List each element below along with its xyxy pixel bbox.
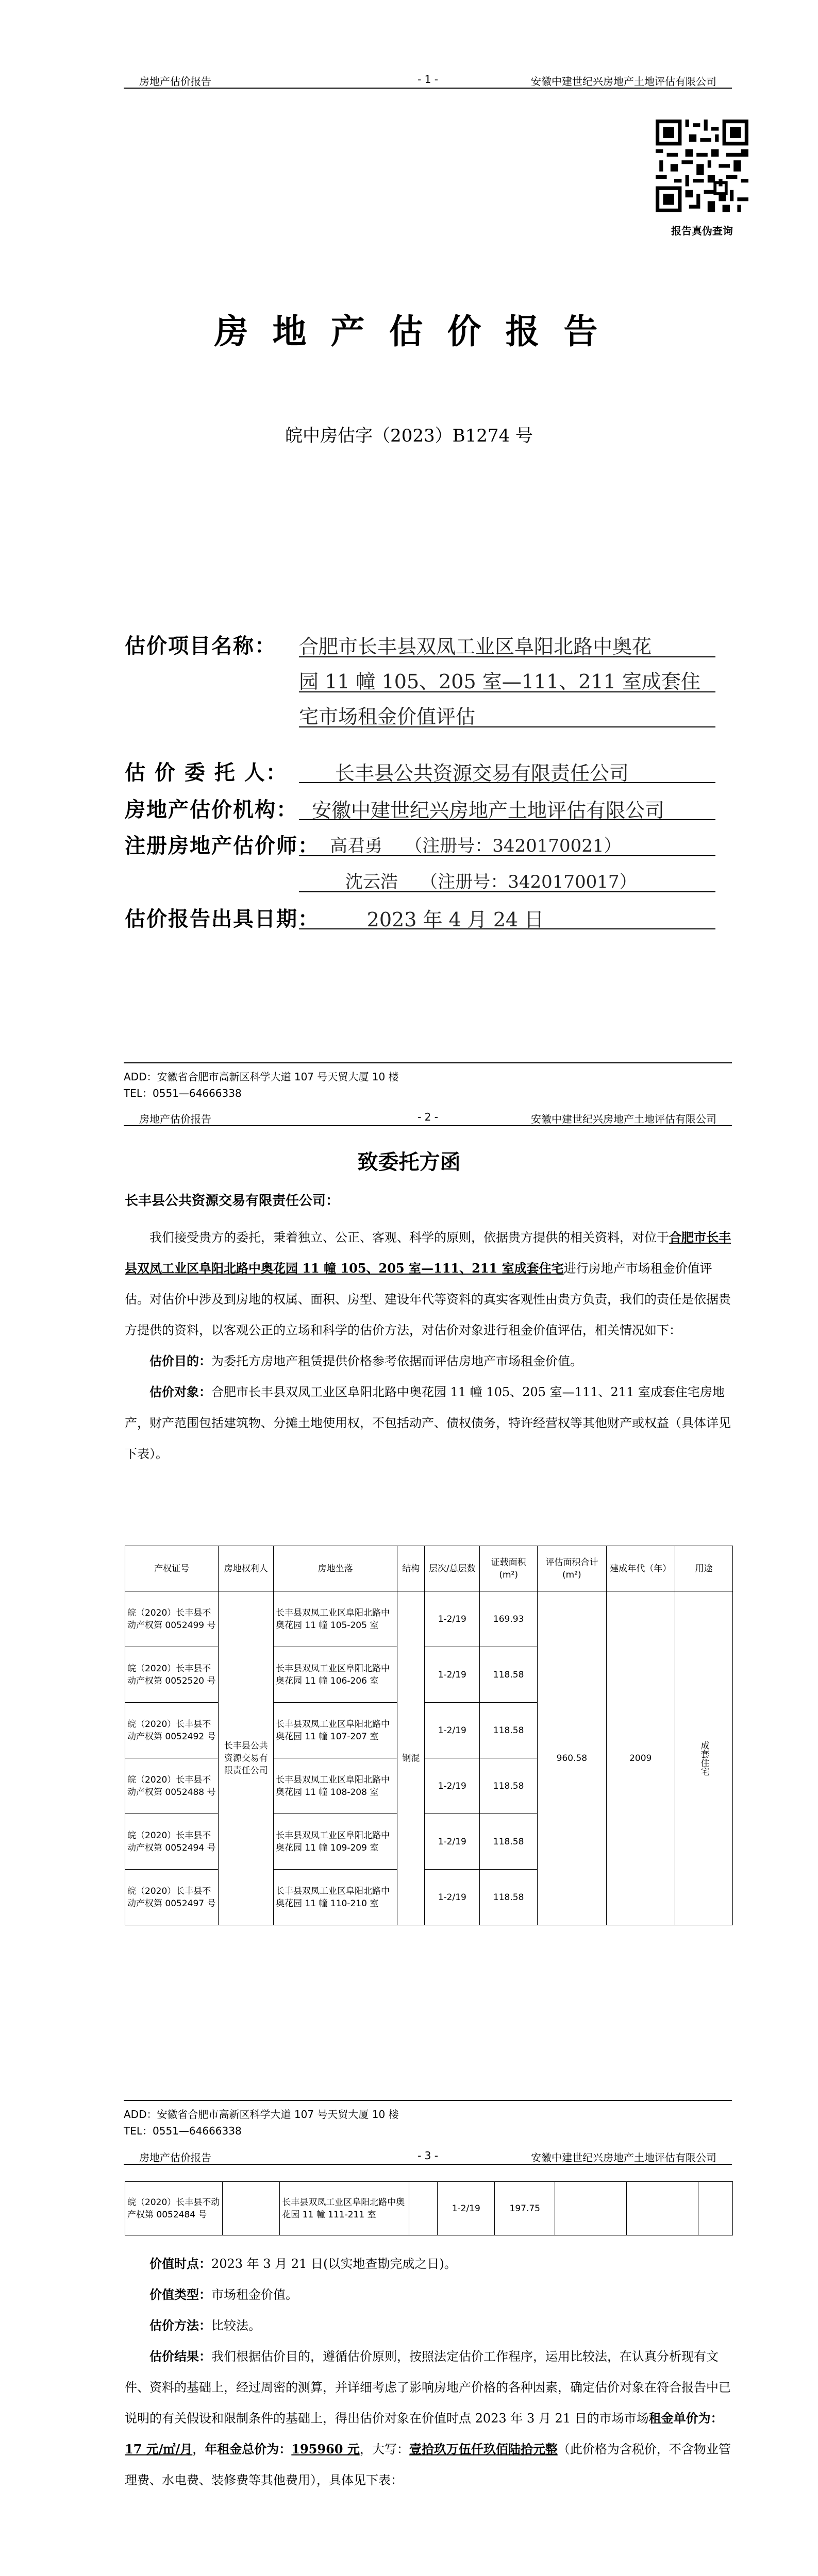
appraiser-underline-1 <box>299 855 715 856</box>
cell-cert: 皖（2020）长丰县不动产权第 0052520 号 <box>125 1647 219 1703</box>
header-page-number: - 2 - <box>418 1111 438 1123</box>
result-label: 估价结果： <box>149 2349 211 2364</box>
result: 估价结果：我们根据估价目的，遵循估价原则，按照法定估价工作程序，运用比较法，在认真分析现有文件、资料的基础上，经过周密的测算，并详细考虑了影响房地产价格的各种因素，确定估价对象在符合报告中已说明的有关假设和限制条件的基础上，得出估价对象在价值时点 2023 年 3 月 21 日的市场市场租金单价为：17 元/㎡/月，年租金总价为：195960 元，大写：壹拾玖万伍仟玖佰陆拾元整（此价格为含税价，不含物业管理费、水电费、装修费等其他费用），具体见下表： <box>125 2349 731 2487</box>
col-owner: 房地权利人 <box>219 1546 274 1591</box>
header-right: 安徽中建世纪兴房地产土地评估有限公司 <box>531 75 716 88</box>
letter-p1-a: 我们接受贵方的委托，秉着独立、公正、客观、科学的原则，依据贵方提供的相关资料，对位于 <box>149 1230 669 1245</box>
header-page-number: - 3 - <box>418 2149 438 2162</box>
cell-floor: 1-2/19 <box>425 1703 480 1758</box>
header-left: 房地产估价报告 <box>139 1113 211 1125</box>
cell-address: 长丰县双凤工业区阜阳北路中奥花园 11 幢 108-208 室 <box>274 1758 397 1814</box>
value-time-label: 价值时点： <box>149 2256 211 2271</box>
footer-tel: TEL：0551—64666338 <box>124 2125 242 2137</box>
col-address: 房地坐落 <box>274 1546 397 1591</box>
cell-use <box>698 2182 733 2235</box>
cell-address: 长丰县双凤工业区阜阳北路中奥花园 11 幢 110-210 室 <box>274 1870 397 1925</box>
project-underline-1 <box>299 656 715 657</box>
cell-area: 169.93 <box>480 1591 538 1647</box>
result-text-a: 我们根据估价目的，遵循估价原则，按照法定估价工作程序，运用比较法，在认真分析现有文件、资料的基础上，经过周密的测算，并详细考虑了影响房地产价格的各种因素，确定估价对象在符合报告中已说明的有关假设和限制条件的基础上，得出估价对象在价值时点 2023 年 3 月 21 日的市场市场 <box>125 2349 731 2426</box>
header-left: 房地产估价报告 <box>139 75 211 88</box>
cell-floor: 1-2/19 <box>425 1758 480 1814</box>
cell-cert: 皖（2020）长丰县不动产权第 0052492 号 <box>125 1703 219 1758</box>
page3-body <box>125 2248 733 2496</box>
value-time <box>125 2248 733 2279</box>
cell-floor: 1-2/19 <box>425 1814 480 1870</box>
value-time-text: 2023 年 3 月 21 日(以实地查勘完成之日)。 <box>211 2257 457 2271</box>
cell-owner <box>223 2182 280 2235</box>
footer-address: ADD：安徽省合肥市高新区科学大道 107 号天贸大厦 10 楼 <box>124 2108 399 2121</box>
project-label: 估价项目名称： <box>125 634 276 658</box>
org-value: 安徽中建世纪兴房地产土地评估有限公司 <box>312 799 665 822</box>
letter-paragraph-1 <box>125 1222 733 1346</box>
header-right: 安徽中建世纪兴房地产土地评估有限公司 <box>531 2151 716 2164</box>
method-text: 比较法。 <box>211 2318 261 2333</box>
report-main-title: 房 地 产 估 价 报 告 <box>214 311 604 351</box>
cell-floor: 1-2/19 <box>425 1870 480 1925</box>
project-value-line3: 宅市场租金价值评估 <box>299 705 476 728</box>
cell-address: 长丰县双凤工业区阜阳北路中奥花园 11 幢 105-205 室 <box>274 1591 397 1647</box>
annual-total-label: 年租金总价为： <box>205 2442 292 2456</box>
client-label: 估 价 委 托 人： <box>125 760 288 785</box>
date-underline <box>299 928 715 929</box>
cell-structure: 钢混 <box>397 1591 425 1925</box>
object-label: 估价对象： <box>149 1384 211 1399</box>
project-underline-2 <box>299 691 715 692</box>
table-row <box>125 2182 733 2235</box>
appraiser-1: 高君勇 （注册号：3420170021） <box>330 836 622 856</box>
col-use: 用途 <box>675 1546 732 1591</box>
cell-area: 118.58 <box>480 1703 538 1758</box>
cell-structure <box>409 2182 438 2235</box>
org-underline <box>299 819 715 820</box>
header-page-number: - 1 - <box>418 73 438 86</box>
date-label: 估价报告出具日期： <box>125 907 320 931</box>
letter-body <box>125 1222 733 1469</box>
purpose-label: 估价目的： <box>149 1353 211 1368</box>
project-value-line2: 园 11 幢 105、205 室—111、211 室成套住 <box>299 670 700 693</box>
col-year: 建成年代（年） <box>606 1546 675 1591</box>
cell-total-area: 960.58 <box>538 1591 606 1925</box>
project-value-line1: 合肥市长丰县双凤工业区阜阳北路中奥花 <box>299 635 652 658</box>
cell-floor: 1-2/19 <box>425 1591 480 1647</box>
cell-year <box>627 2182 698 2235</box>
client-underline <box>299 782 715 783</box>
footer-tel: TEL：0551—64666338 <box>124 1087 242 1099</box>
method-label: 估价方法： <box>149 2318 211 2333</box>
unit-price-value: 17 元/㎡/月 <box>125 2442 193 2456</box>
letter-p1-subject: 合肥市长丰县双凤工业区阜阳北路中奥花园 11 幢 105、205 室—111、211 室成套住宅 <box>125 1230 731 1276</box>
cell-area: 197.75 <box>495 2182 555 2235</box>
result-text-b: （此价格为含税价，不含物业管理费、水电费、装修费等其他费用），具体见下表： <box>125 2442 731 2487</box>
cell-area: 118.58 <box>480 1758 538 1814</box>
col-total-area: 评估面积合计(m²) <box>538 1546 606 1591</box>
annual-total-value: 195960 元 <box>291 2442 360 2456</box>
letter-purpose <box>125 1346 733 1377</box>
org-label: 房地产估价机构： <box>125 798 298 822</box>
page-header <box>124 70 732 89</box>
page-header <box>124 1108 732 1126</box>
date-value: 2023 年 4 月 24 日 <box>366 908 544 931</box>
table-header-row <box>125 1546 733 1591</box>
header-right: 安徽中建世纪兴房地产土地评估有限公司 <box>531 1113 716 1125</box>
cell-address: 长丰县双凤工业区阜阳北路中奥花园 11 幢 106-206 室 <box>274 1647 397 1703</box>
client-value: 长丰县公共资源交易有限责任公司 <box>335 762 629 785</box>
page-footer <box>124 2100 732 2139</box>
project-underline-3 <box>299 726 715 727</box>
page-header <box>124 2146 732 2165</box>
amount-words-label: 大写： <box>372 2442 409 2456</box>
cell-area: 118.58 <box>480 1870 538 1925</box>
cell-use: 成套住宅 <box>675 1591 732 1925</box>
cell-cert: 皖（2020）长丰县不动产权第 0052488 号 <box>125 1758 219 1814</box>
col-structure: 结构 <box>397 1546 425 1591</box>
col-floor: 层次/总层数 <box>425 1546 480 1591</box>
value-type-text: 市场租金价值。 <box>211 2287 298 2302</box>
letter-object <box>125 1377 733 1469</box>
cell-area: 118.58 <box>480 1647 538 1703</box>
cell-address: 长丰县双凤工业区阜阳北路中奥花园 11 幢 109-209 室 <box>274 1814 397 1870</box>
appraiser-underline-2 <box>299 891 715 892</box>
table-row <box>125 1591 733 1647</box>
cell-floor: 1-2/19 <box>438 2182 495 2235</box>
amount-words-value: 壹拾玖万伍仟玖佰陆拾元整 <box>409 2442 558 2456</box>
cell-cert: 皖（2020）长丰县不动产权第 0052484 号 <box>125 2182 223 2235</box>
report-number: 皖中房估字（2023）B1274 号 <box>285 426 533 446</box>
method <box>125 2310 733 2341</box>
cell-address: 长丰县双凤工业区阜阳北路中奥花园 11 幢 107-207 室 <box>274 1703 397 1758</box>
appraiser-2: 沈云浩 （注册号：3420170017） <box>345 872 637 892</box>
cell-year: 2009 <box>606 1591 675 1925</box>
cell-cert: 皖（2020）长丰县不动产权第 0052494 号 <box>125 1814 219 1870</box>
col-area: 证载面积(m²) <box>480 1546 538 1591</box>
qr-caption: 报告真伪查询 <box>671 225 733 237</box>
cell-address: 长丰县双凤工业区阜阳北路中奥花园 11 幢 111-211 室 <box>280 2182 409 2235</box>
cell-total-area <box>555 2182 627 2235</box>
cell-cert: 皖（2020）长丰县不动产权第 0052497 号 <box>125 1870 219 1925</box>
property-table <box>125 1546 733 1925</box>
footer-address: ADD：安徽省合肥市高新区科学大道 107 号天贸大厦 10 楼 <box>124 1071 399 1083</box>
cell-owner: 长丰县公共资源交易有限责任公司 <box>219 1591 274 1925</box>
object-text: 合肥市长丰县双凤工业区阜阳北路中奥花园 11 幢 105、205 室—111、211 室成套住宅房地产，财产范围包括建筑物、分摊土地使用权，不包括动产、债权债务，特许经营权等其他财产或权益（具体详见下表）。 <box>125 1385 731 1461</box>
appraiser-label: 注册房地产估价师： <box>125 834 320 858</box>
page-footer <box>124 1062 732 1101</box>
cell-cert: 皖（2020）长丰县不动产权第 0052499 号 <box>125 1591 219 1647</box>
unit-price-label: 租金单价为： <box>648 2411 723 2426</box>
purpose-text: 为委托方房地产租赁提供价格参考依据而评估房地产市场租金价值。 <box>211 1354 582 1368</box>
letter-addressee: 长丰县公共资源交易有限责任公司： <box>125 1193 340 1209</box>
property-table-continued <box>125 2181 733 2235</box>
cell-floor: 1-2/19 <box>425 1647 480 1703</box>
qr-code[interactable] <box>656 120 748 212</box>
cell-area: 118.58 <box>480 1814 538 1870</box>
header-left: 房地产估价报告 <box>139 2151 211 2164</box>
value-type-label: 价值类型： <box>149 2287 211 2302</box>
letter-p1-c: 进行房地产市场租金价值评估。对估价中涉及到房地的权属、面积、房型、建设年代等资料的真实客观性由贵方负责，我们的责任是依据贵方提供的资料，以客观公正的立场和科学的估价方法，对估价对象进行租金价值评估，相关情况如下： <box>125 1261 731 1337</box>
letter-title: 致委托方函 <box>357 1150 461 1174</box>
value-type <box>125 2279 733 2310</box>
col-cert: 产权证号 <box>125 1546 219 1591</box>
